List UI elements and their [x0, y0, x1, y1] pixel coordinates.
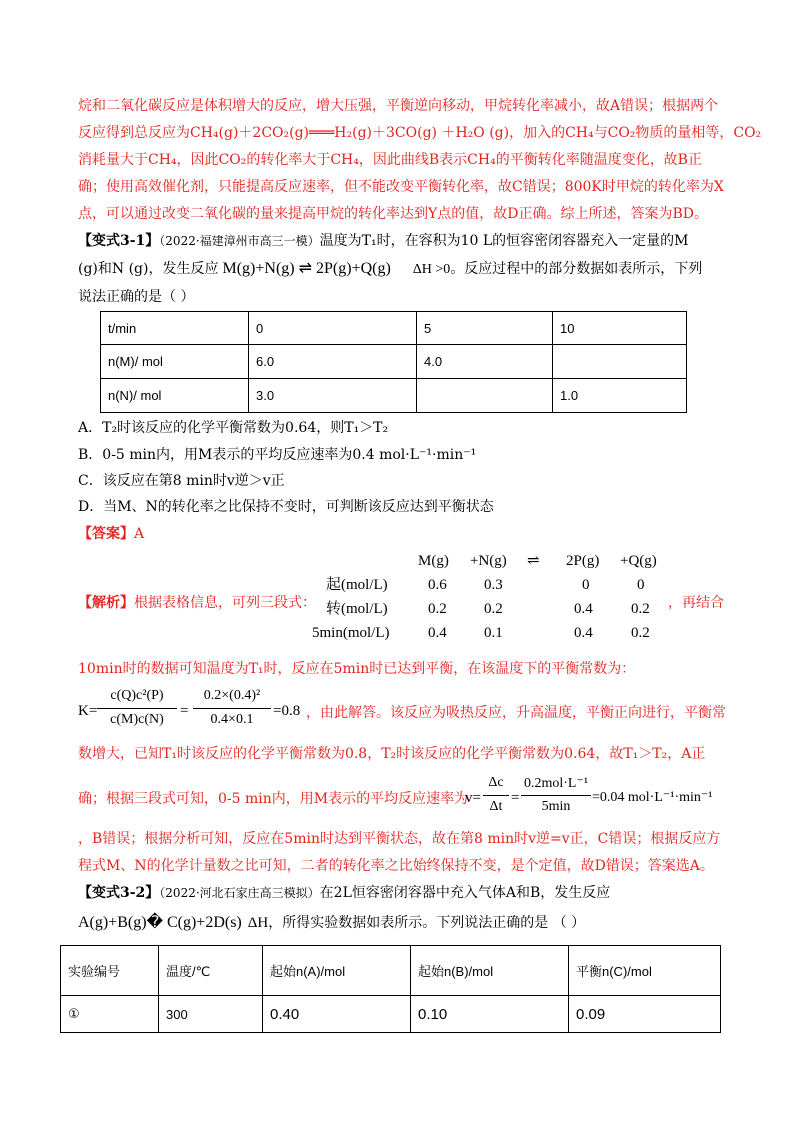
q32-stem-1: 在2L恒容密闭容器中充入气体A和B，发生反应: [319, 885, 611, 901]
ts-row-label: 5min(mol/L): [312, 625, 390, 641]
q31-stem-line-3: 说法正确的是（ ）: [78, 289, 195, 305]
k-fraction-bar-2: [193, 708, 271, 709]
table-row: [101, 312, 687, 345]
intro-line-1: 烷和二氧化碳反应是体积增大的反应，增大压强，平衡逆向移动，甲烷转化率减小，故A错误；根据两个: [78, 98, 719, 114]
ts-cell: 0.2: [631, 601, 650, 617]
table-header-cell: 起始n(A)/mol: [263, 946, 411, 996]
ts-cell: 0.4: [574, 625, 593, 641]
q31-option-c: C．该反应在第8 min时v逆＞v正: [78, 473, 285, 489]
q32-stem-line-1: [78, 884, 610, 902]
table-cell: 3.0: [249, 379, 417, 413]
table-cell: 4.0: [417, 345, 553, 379]
v-equals: =: [511, 790, 520, 806]
analysis-line-6: ，B错误；根据分析可知，反应在5min时达到平衡状态，故在第8 min时v逆=v正，C错误；根据反应方: [78, 831, 721, 847]
table-header-cell: 10: [553, 312, 687, 345]
q32-reaction: A(g)+B(g)� C(g)+2D(s): [78, 914, 242, 931]
k-numerator: c(Q)c²(P): [110, 688, 164, 703]
analysis-line-4: 数增大，已知T₁时该反应的化学平衡常数为0.8，T₂时该反应的化学平衡常数为0.64，故T₁＞T₂，A正: [78, 746, 706, 762]
q31-option-b: B．0-5 min内，用M表示的平均反应速率为0.4 mol·L⁻¹·min⁻¹: [78, 447, 477, 463]
k-denominator-2: 0.4×0.1: [210, 712, 254, 727]
table-row: [61, 946, 721, 996]
analysis-intro: [78, 594, 316, 612]
q31-stem-2a: (g)和N (g)，发生反应: [78, 261, 219, 277]
analysis-line-7: 程式M、N的化学计量数之比可知，二者的转化率之比始终保持不变，是个定值，故D错误；答案选A。: [78, 858, 714, 874]
k-result: =0.8: [273, 703, 301, 719]
analysis-line-2: 10min时的数据可知温度为T₁时，反应在5min时已达到平衡，在该温度下的平衡常数为：: [78, 661, 636, 677]
v-numerator: Δc: [488, 775, 504, 790]
table-cell: 1.0: [553, 379, 687, 413]
k-numerator-2: 0.2×(0.4)²: [203, 688, 261, 703]
v-fraction-bar: [483, 795, 509, 796]
table-row: [101, 379, 687, 413]
table-row: [61, 996, 721, 1033]
q31-stem-1: 温度为T₁时，在容积为10 L的恒容密闭容器充入一定量的M: [319, 233, 689, 249]
q32-stem-line-2: [78, 913, 585, 933]
ts-head-p: 2P(g): [566, 553, 600, 569]
analysis-line-5: 确；根据三段式可知，0-5 min内，用M表示的平均反应速率为: [78, 791, 469, 807]
intro-line-5: 点，可以通过改变二氧化碳的量来提高甲烷的转化率达到Y点的值，故D正确。综上所述，答案为BD。: [78, 206, 708, 222]
ts-head-eq: ⇌: [527, 553, 540, 569]
table-cell: ①: [61, 996, 159, 1033]
analysis-after-table: ，再结合: [668, 595, 724, 611]
analysis-tag: 【解析】: [78, 595, 134, 611]
table-header-cell: 0: [249, 312, 417, 345]
ts-cell: 0.6: [428, 577, 447, 593]
k-denominator: c(M)c(N): [110, 712, 164, 727]
v-denominator: Δt: [489, 799, 503, 814]
v-result: =0.04 mol·L⁻¹·min⁻¹: [592, 790, 713, 805]
table-header-cell: 平衡n(C)/mol: [569, 946, 721, 996]
ts-row-label: 转(mol/L): [326, 601, 388, 617]
k-equals: =: [180, 703, 189, 719]
q32-stem-2: ，所得实验数据如表所示。下列说法正确的是 （ ）: [268, 915, 586, 931]
q31-stem-line-1: [78, 232, 689, 250]
table-header-cell: 5: [417, 312, 553, 345]
table-header-cell: 起始n(B)/mol: [411, 946, 569, 996]
table-cell: 300: [159, 996, 263, 1033]
ts-head-m: M(g): [418, 553, 449, 569]
table-cell: 6.0: [249, 345, 417, 379]
q31-data-table: [100, 311, 687, 413]
k-tail: ，由此解答。该反应为吸热反应，升高温度，平衡正向进行，平衡常: [306, 705, 726, 721]
ts-cell: 0.1: [484, 625, 503, 641]
ts-cell: 0.3: [484, 577, 503, 593]
q31-stem-2b: 。反应过程中的部分数据如表所示，下列: [450, 261, 703, 277]
v-fraction-bar-2: [521, 795, 591, 796]
q31-option-a: A．T₂时该反应的化学平衡常数为0.64，则T₁＞T₂: [78, 420, 389, 436]
q31-stem-line-2: [78, 259, 702, 280]
q32-delta-h: ΔH: [247, 915, 269, 931]
q31-tag: 【变式3-1】: [78, 233, 160, 249]
ts-cell: 0: [637, 577, 645, 593]
q31-source: （2022·福建漳州市高三一模）: [159, 234, 320, 248]
ts-cell: 0: [582, 577, 590, 593]
ts-cell: 0.2: [428, 601, 447, 617]
table-cell: n(M)/ mol: [101, 345, 249, 379]
v-denominator-2: 5min: [541, 799, 571, 814]
answer-tag: 【答案】: [78, 526, 134, 542]
table-cell: 0.10: [411, 996, 569, 1033]
q31-answer: [78, 525, 144, 543]
ts-cell: 0.2: [484, 601, 503, 617]
intro-line-3: 消耗量大于CH₄，因此CO₂的转化率大于CH₄，因此曲线B表示CH₄的平衡转化率随温度变化，故B正: [78, 152, 702, 168]
table-cell: [417, 379, 553, 413]
table-header-cell: t/min: [101, 312, 249, 345]
q32-tag: 【变式3-2】: [78, 885, 160, 901]
table-row: [101, 345, 687, 379]
v-numerator-2: 0.2mol·L⁻¹: [523, 776, 589, 791]
ts-cell: 0.4: [428, 625, 447, 641]
intro-line-4: 确；使用高效催化剂，只能提高反应速率，但不能改变平衡转化率，故C错误；800K时甲烷的转化率为X: [78, 179, 724, 195]
v-lhs: v=: [465, 790, 481, 806]
k-fraction-bar: [97, 708, 177, 709]
ts-head-q: +Q(g): [620, 553, 657, 569]
k-lhs: K=: [78, 703, 98, 719]
answer-value: A: [134, 526, 145, 542]
ts-cell: 0.4: [574, 601, 593, 617]
table-cell: [553, 345, 687, 379]
table-cell: 0.09: [569, 996, 721, 1033]
analysis-intro-text: 根据表格信息，可列三段式：: [134, 595, 316, 611]
table-header-cell: 实验编号: [61, 946, 159, 996]
q32-source: （2022·河北石家庄高三模拟）: [159, 886, 320, 900]
ts-head-n: +N(g): [470, 553, 507, 569]
intro-line-2: 反应得到总反应为CH₄(g)＋2CO₂(g)═══H₂(g)＋3CO(g) ＋H₂O (g)，加入的CH₄与CO₂物质的量相等，CO₂: [78, 125, 762, 141]
q31-option-d: D．当M、N的转化率之比保持不变时，可判断该反应达到平衡状态: [78, 499, 494, 515]
q32-data-table: [60, 945, 721, 1033]
q31-delta-h: ΔH >0: [412, 262, 451, 277]
table-header-cell: 温度/℃: [159, 946, 263, 996]
ts-cell: 0.2: [631, 625, 650, 641]
ts-row-label: 起(mol/L): [326, 577, 388, 593]
table-cell: 0.40: [263, 996, 411, 1033]
q31-reaction: M(g)+N(g) ⇌ 2P(g)+Q(g): [222, 260, 391, 277]
table-cell: n(N)/ mol: [101, 379, 249, 413]
